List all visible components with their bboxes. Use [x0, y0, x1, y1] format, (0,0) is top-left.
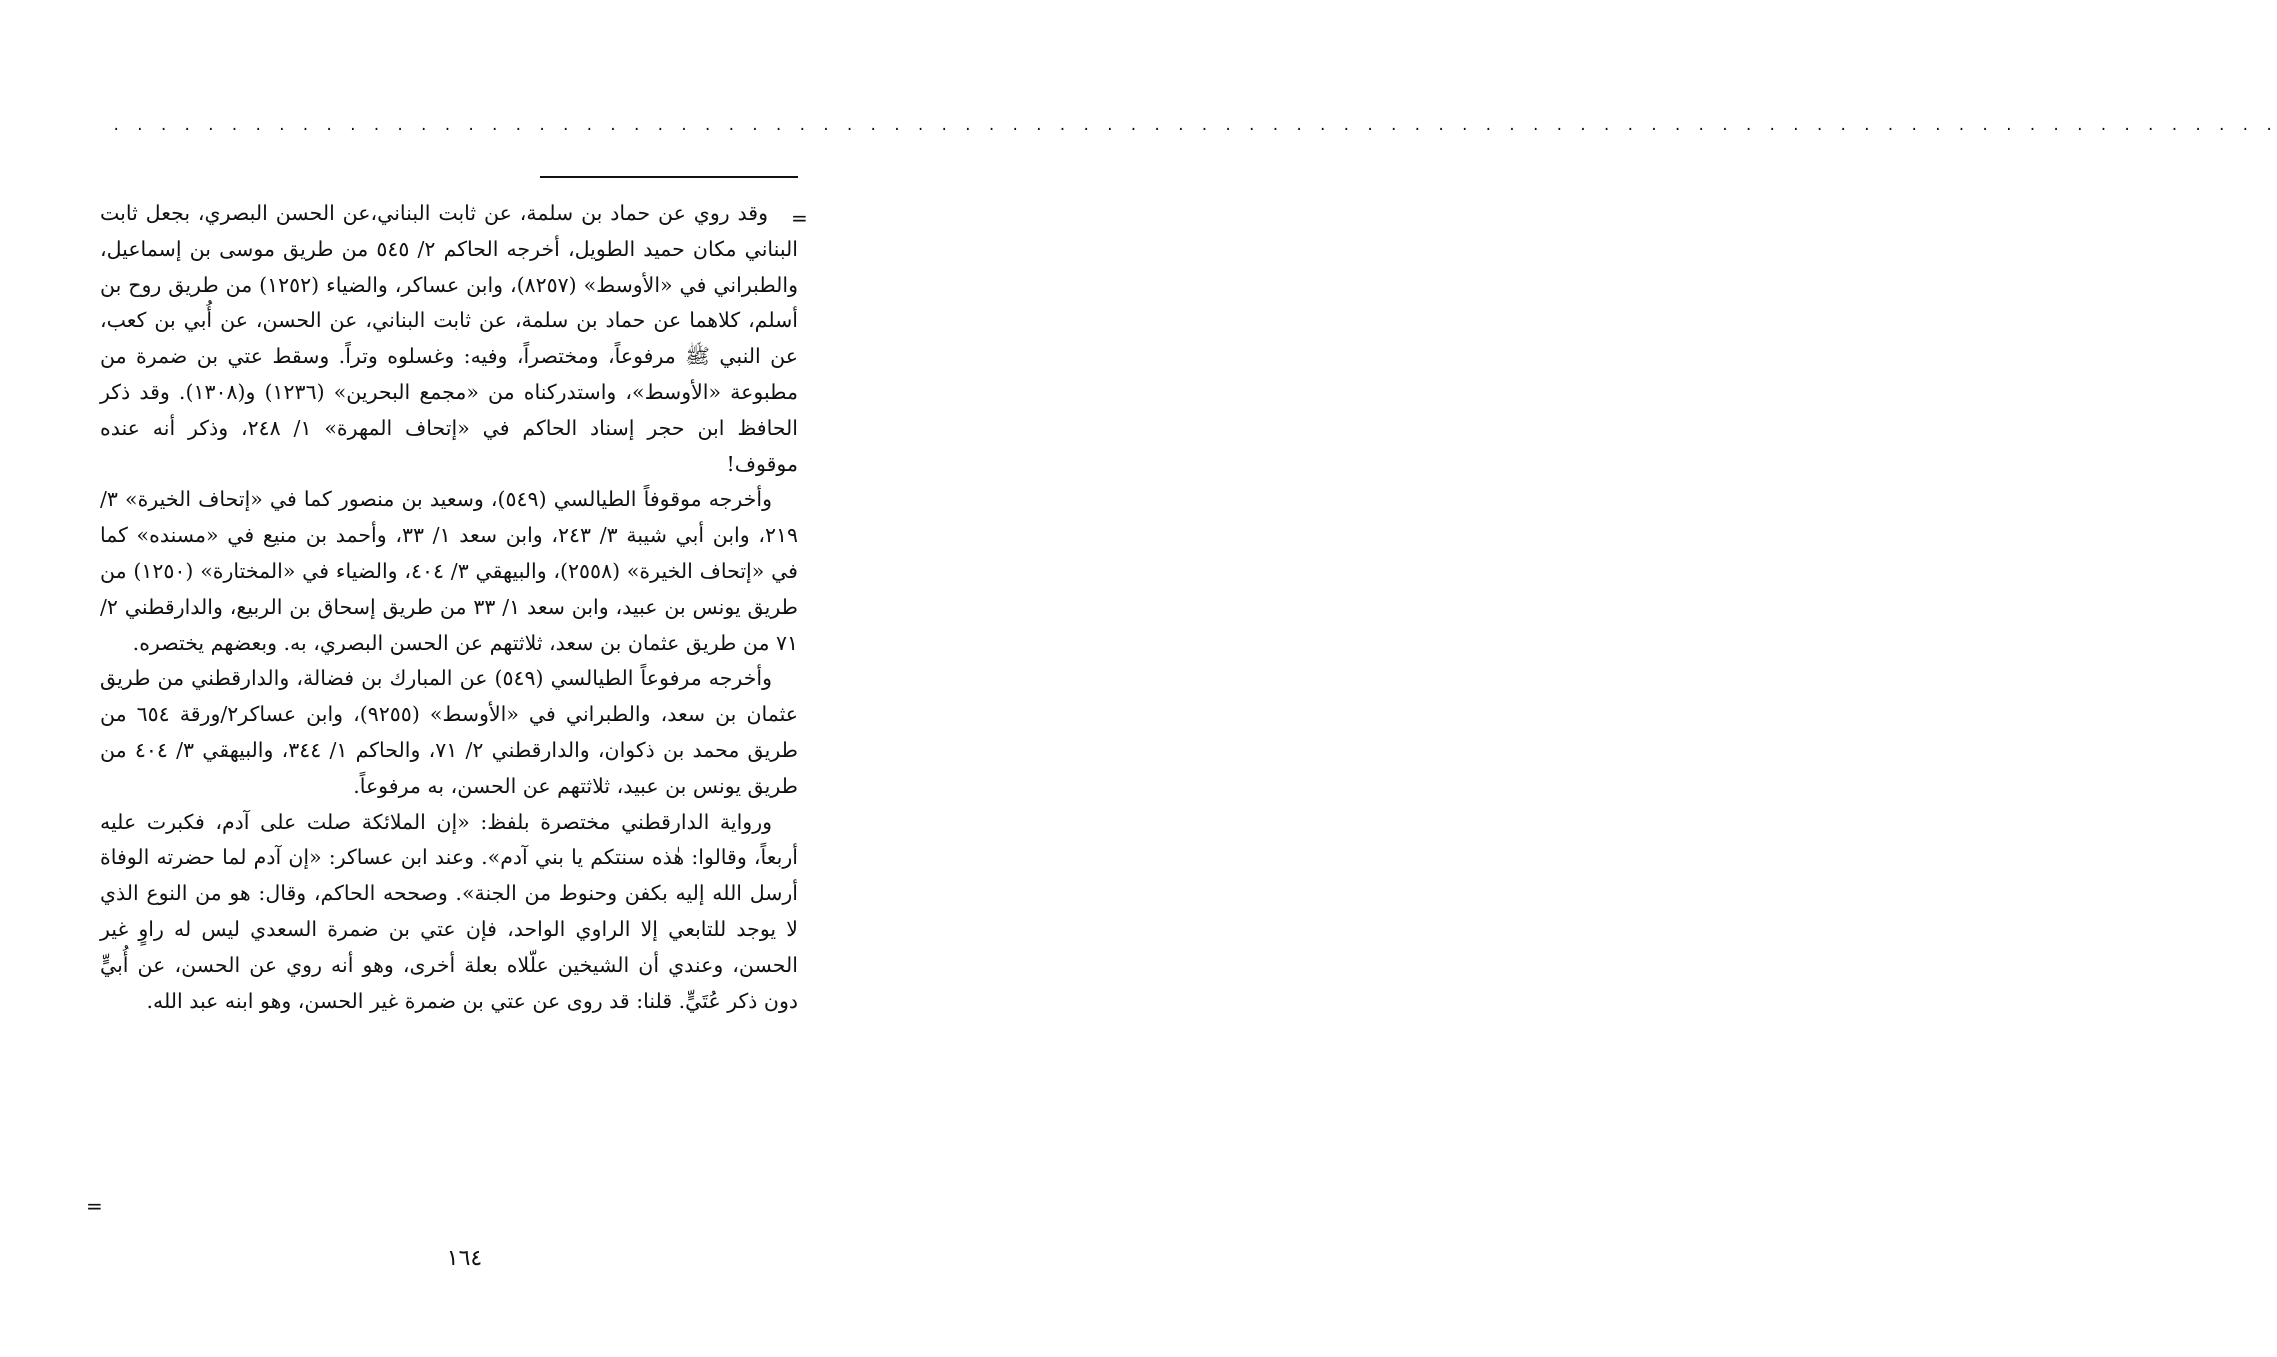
page-number: ١٦٤: [446, 1246, 483, 1271]
continuation-marker-top: =: [791, 206, 808, 230]
footnote-separator-rule: [540, 176, 798, 178]
footnote-body: [100, 196, 798, 1019]
footnote-separator-dots: . . . . . . . . . . . . . . . . . . . . . . . . . . . . . . . . . . . . . . . . . . . . . . . . . . . . . . . . . . . . . . . . . . . . . . . . . . . . . . . . . . . . . . . . . . . .: [112, 118, 2277, 134]
paragraph-4: ورواية الدارقطني مختصرة بلفظ: «إن الملائكة صلت على آدم، فكبرت عليه أربعاً، وقالوا: هٰذه سنتكم يا بني آدم». وعند ابن عساكر: «إن آدم لما حضرته الوفاة أرسل الله إليه بكفن وحنوط من الجنة». وصححه الحاكم، وقال: هو من النوع الذي لا يوجد للتابعي إلا الراوي الواحد، فإن عتي بن ضمرة السعدي ليس له راوٍ غير الحسن، وعندي أن الشيخين علّلاه بعلة أخرى، وهو أنه روي عن الحسن، عن أُبيٍّ دون ذكر عُتَيٍّ. قلنا: قد روى عن عتي بن ضمرة غير الحسن، وهو ابنه عبد الله.: [100, 809, 798, 1013]
continuation-marker-bottom: =: [86, 1194, 103, 1218]
paragraph-3: وأخرجه مرفوعاً الطيالسي (٥٤٩) عن المبارك بن فضالة، والدارقطني من طريق عثمان بن سعد، والطبراني في «الأوسط» (٩٢٥٥)، وابن عساكر٢/ورقة ٦٥٤ من طريق محمد بن ذكوان، والدارقطني ٢/ ٧١، والحاكم ١/ ٣٤٤، والبيهقي ٣/ ٤٠٤ من طريق يونس بن عبيد، ثلاثتهم عن الحسن، به مرفوعاً.: [100, 666, 799, 798]
paragraph-2: وأخرجه موقوفاً الطيالسي (٥٤٩)، وسعيد بن منصور كما في «إتحاف الخيرة» ٣/ ٢١٩، وابن أبي شيبة ٣/ ٢٤٣، وابن سعد ١/ ٣٣، وأحمد بن منيع في «مسنده» كما في «إتحاف الخيرة» (٢٥٥٨)، والبيهقي ٣/ ٤٠٤، والضياء في «المختارة» (١٢٥٠) من طريق يونس بن عبيد، وابن سعد ١/ ٣٣ من طريق إسحاق بن الربيع، والدارقطني ٢/ ٧١ من طريق عثمان بن سعد، ثلاثتهم عن الحسن البصري، به. وبعضهم يختصره.: [100, 487, 798, 655]
paragraph-1: وقد روي عن حماد بن سلمة، عن ثابت البناني،عن الحسن البصري، بجعل ثابت البناني مكان حميد الطويل، أخرجه الحاكم ٢/ ٥٤٥ من طريق موسى بن إسماعيل، والطبراني في «الأوسط» (٨٢٥٧)، وابن عساكر، والضياء (١٢٥٢) من طريق روح بن أسلم، كلاهما عن حماد بن سلمة، عن ثابت البناني، عن الحسن، عن أُبي بن كعب، عن النبي ﷺ مرفوعاً، ومختصراً، وفيه: وغسلوه وتراً. وسقط عتي بن ضمرة من مطبوعة «الأوسط»، واستدركناه من «مجمع البحرين» (١٢٣٦) و(١٣٠٨). وقد ذكر الحافظ ابن حجر إسناد الحاكم في «إتحاف المهرة» ١/ ٢٤٨، وذكر أنه عنده موقوف!: [100, 201, 798, 476]
